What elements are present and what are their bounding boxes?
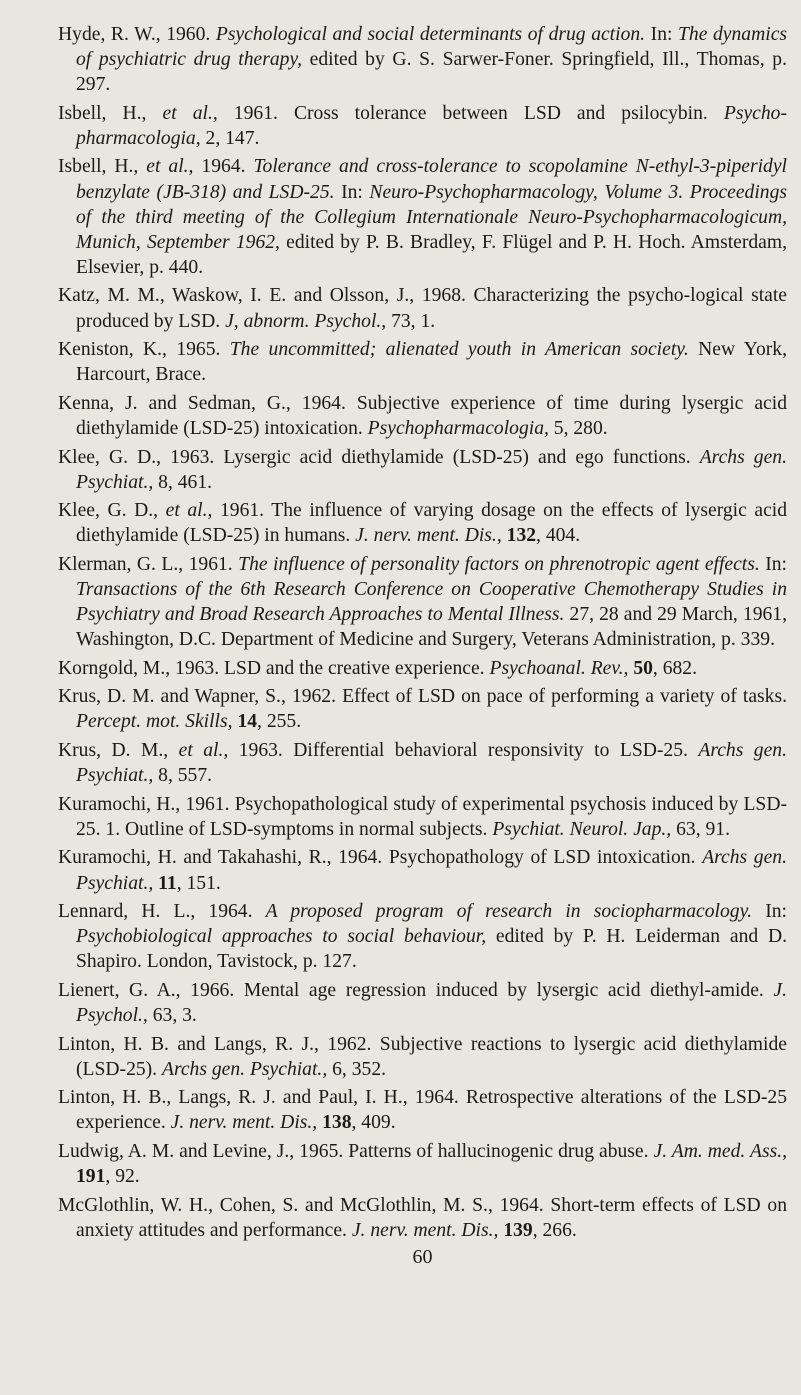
reference-entry: Keniston, K., 1965. The uncommitted; alienated youth in American society. New York, Harcourt, Brace. [58, 339, 787, 386]
reference-entry: Lennard, H. L., 1964. A proposed program of research in sociopharmacology. In: Psychobiological approaches to social behaviour, edited by P. H. Leiderman and D. Shapiro. London, Tavistock, p. 127. [58, 901, 787, 973]
reference-entry: Linton, H. B., Langs, R. J. and Paul, I. H., 1964. Retrospective alterations of the LSD-25 experience. J. nerv. ment. Dis., 138, 409. [58, 1087, 787, 1134]
reference-entry: Hyde, R. W., 1960. Psychological and social determinants of drug action. In: The dynamics of psychiatric drug therapy, edited by G. S. Sarwer-Foner. Springfield, Ill., Thomas, p. 297. [58, 24, 788, 96]
reference-entry: Lienert, G. A., 1966. Mental age regression induced by lysergic acid diethyl-amide. J. Psychol., 63, 3. [58, 979, 787, 1026]
reference-entry: Ludwig, A. M. and Levine, J., 1965. Patterns of hallucinogenic drug abuse. J. Am. med. Ass., 191, 92. [58, 1140, 787, 1188]
reference-entry: Korngold, M., 1963. LSD and the creative experience. Psychoanal. Rev., 50, 682. [58, 657, 697, 679]
reference-entry: Krus, D. M., et al., 1963. Differential behavioral responsivity to LSD-25. Archs gen. Psychiat., 8, 557. [58, 740, 787, 787]
reference-entry: Klee, G. D., 1963. Lysergic acid diethylamide (LSD-25) and ego functions. Archs gen. Psychiat., 8, 461. [58, 446, 787, 493]
reference-entry: Isbell, H., et al., 1961. Cross tolerance between LSD and psilocybin. Psycho-pharmacologia, 2, 147. [58, 102, 787, 149]
reference-list [58, 22, 787, 1243]
reference-entry: Kuramochi, H. and Takahashi, R., 1964. Psychopathology of LSD intoxication. Archs gen. Psychiat., 11, 151. [58, 847, 787, 894]
reference-entry: Klee, G. D., et al., 1961. The influence of varying dosage on the effects of lysergic acid diethylamide (LSD-25) in humans. J. nerv. ment. Dis., 132, 404. [58, 500, 788, 547]
reference-entry: Linton, H. B. and Langs, R. J., 1962. Subjective reactions to lysergic acid diethylamide (LSD-25). Archs gen. Psychiat., 6, 352. [58, 1033, 787, 1080]
reference-entry: Klerman, G. L., 1961. The influence of personality factors on phrenotropic agent effects. In: Transactions of the 6th Research Conference on Cooperative Chemotherapy Studies in Psychiatry and Broad Research Approaches to Mental Illness. 27, 28 and 29 March, 1961, Washington, D.C. Department of Medicine and Surgery, Veterans Administration, p. 339. [58, 553, 787, 651]
reference-entry: Kuramochi, H., 1961. Psychopathological study of experimental psychosis induced by LSD-25. 1. Outline of LSD-symptoms in normal subjects. Psychiat. Neurol. Jap., 63, 91. [58, 793, 787, 840]
page-number: 60 [412, 1246, 433, 1269]
reference-entry: McGlothlin, W. H., Cohen, S. and McGlothlin, M. S., 1964. Short-term effects of LSD on anxiety attitudes and performance. J. nerv. ment. Dis., 139, 266. [58, 1194, 787, 1241]
reference-entry: Isbell, H., et al., 1964. Tolerance and cross-tolerance to scopolamine N-ethyl-3-piperidyl benzylate (JB-318) and LSD-25. In: Neuro-Psychopharmacology, Volume 3. Proceedings of the third meeting of the Collegium Internationale Neuro-Psychopharmacologicum, Munich, September 1962, edited by P. B. Bradley, F. Flügel and P. H. Hoch. Amsterdam, Elsevier, p. 440. [58, 156, 788, 278]
reference-entry: Kenna, J. and Sedman, G., 1964. Subjective experience of time during lysergic acid diethylamide (LSD-25) intoxication. Psychopharmacologia, 5, 280. [58, 392, 787, 439]
reference-entry: Krus, D. M. and Wapner, S., 1962. Effect of LSD on pace of performing a variety of tasks. Percept. mot. Skills, 14, 255. [58, 686, 787, 733]
reference-entry: Katz, M. M., Waskow, I. E. and Olsson, J., 1968. Characterizing the psycho-logical state produced by LSD. J, abnorm. Psychol., 73, 1. [58, 285, 787, 332]
